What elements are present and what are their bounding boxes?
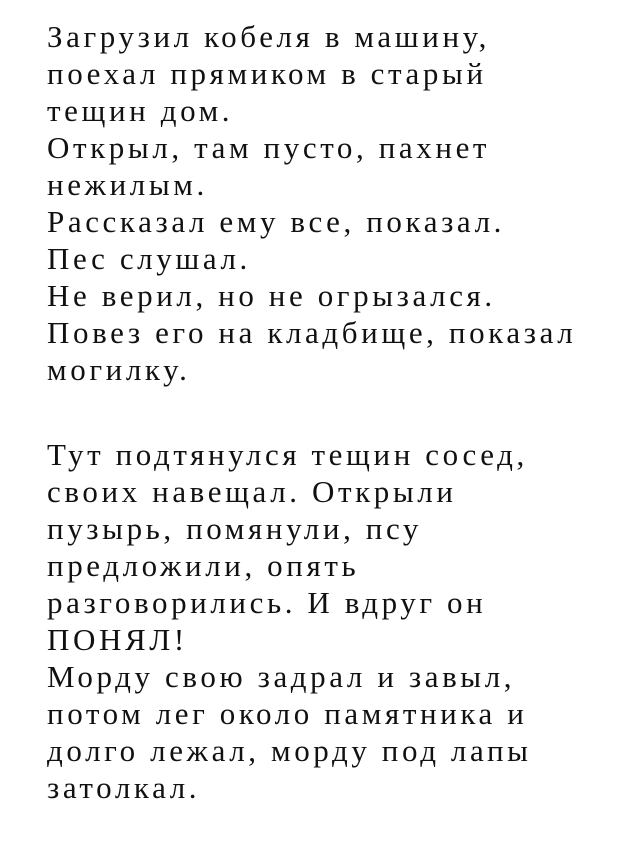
text-line: Пес слушал.	[47, 241, 251, 276]
text-line: Повез его на кладбище, показал	[47, 315, 577, 350]
text-line: поехал прямиком в старый	[47, 56, 487, 91]
story-text	[47, 18, 637, 806]
text-line: пузырь, помянули, псу	[47, 511, 423, 546]
text-line: могилку.	[47, 352, 191, 387]
text-line: нежилым.	[47, 167, 208, 202]
text-line: тещин дом.	[47, 93, 234, 128]
text-line: Загрузил кобеля в машину,	[47, 19, 490, 54]
text-line: предложили, опять	[47, 548, 360, 583]
text-line: Морду свою задрал и завыл,	[47, 659, 516, 694]
text-line: долго лежал, морду под лапы	[47, 733, 532, 768]
text-line: своих навещал. Открыли	[47, 474, 457, 509]
text-line: потом лег около памятника и	[47, 696, 528, 731]
text-line: разговорились. И вдруг он	[47, 585, 487, 620]
text-line: ПОНЯЛ!	[47, 622, 188, 657]
text-line: Не верил, но не огрызался.	[47, 278, 496, 313]
text-line: Рассказал ему все, показал.	[47, 204, 505, 239]
text-line: затолкал.	[47, 770, 201, 805]
paragraph-2	[47, 436, 637, 806]
text-line: Тут подтянулся тещин сосед,	[47, 437, 528, 472]
paragraph-1	[47, 18, 637, 388]
text-line: Открыл, там пусто, пахнет	[47, 130, 491, 165]
paragraph-gap	[47, 388, 637, 436]
